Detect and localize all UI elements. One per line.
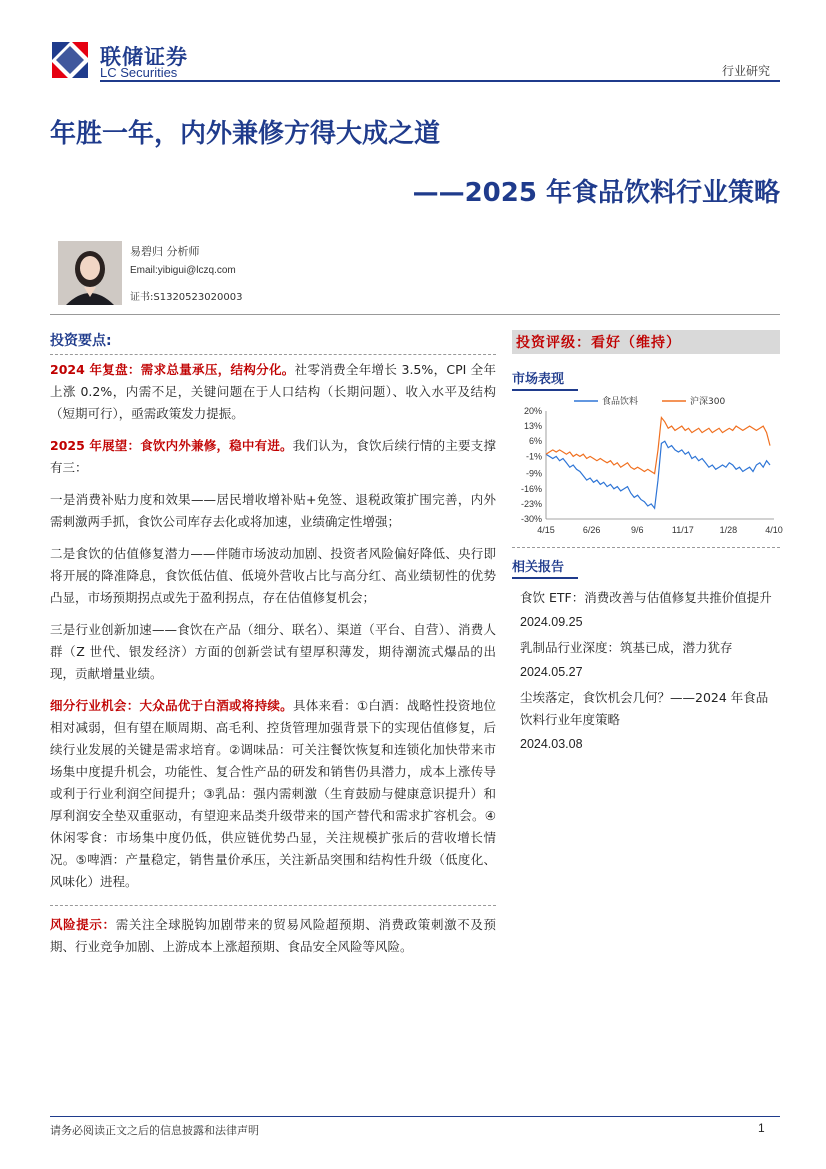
y-tick-label: 13% <box>523 421 542 432</box>
footer-divider <box>50 1116 780 1117</box>
y-tick-label: -16% <box>520 483 542 494</box>
reports-title: 相关报告 <box>512 556 578 579</box>
report-item-date: 2024.09.25 <box>520 615 583 629</box>
y-tick-label: -30% <box>520 514 542 524</box>
risk-label: 风险提示： <box>50 917 116 932</box>
footer-disclaimer: 请务必阅读正文之后的信息披露和法律声明 <box>50 1124 259 1137</box>
risk-text: 需关注全球脱钩加剧带来的贸易风险超预期、消费政策刺激不及预期、行业竞争加剧、上游成本上涨超预期、食品安全风险等风险。 <box>50 917 496 954</box>
legend-label: 沪深300 <box>690 397 726 407</box>
p1-text: 社零消费全年增长 3.5%，CPI 全年上涨 0.2%，内需不足，关键问题在于人口结构（长期问题）、收入水平及结构（短期可行），亟需政策发力提振。 <box>50 362 496 421</box>
x-tick-label: 4/15 <box>537 525 555 535</box>
p6-label: 细分行业机会：大众品优于白酒或将持续。 <box>50 698 293 713</box>
x-tick-label: 11/17 <box>671 525 694 535</box>
section-divider <box>50 314 780 315</box>
report-item-title[interactable]: 乳制品行业深度：筑基已成，潜力犹存 <box>520 640 733 655</box>
analyst-cert: 证书:S1320523020003 <box>130 292 243 303</box>
p2-text: 我们认为，食饮后续行情的主要支撑有三： <box>50 438 496 475</box>
p6-text: 具体来看：①白酒：战略性投资地位相对减弱，但有望在顺周期、高毛利、控货管理加强背景下的实现估值修复，后续行业发展的关键是需求培育。②调味品：可关注餐饮恢复和连锁化加快带来市场集中度提升机会，功能性、复合性产品的研发和销售仍具潜力，成本上涨传导或利于行业利润空间提升；③乳品：强内需刺激（生育鼓励与健康意识提升）和厚利润安全垫双重驱动，有望迎来品类升级带来的国产替代和需求扩容机会。④休闲零食：市场集中度仍低，供应链优势凸显，关注规模扩张后的营收增长情况。⑤啤酒：产量稳定，销售量价承压，关注新品突围和结构性升级（低度化、风味化）进程。 <box>50 698 496 889</box>
x-tick-label: 1/28 <box>719 525 738 535</box>
series-line-csi300 <box>546 418 770 474</box>
summary-paragraph-5: 三是行业创新加速——食饮在产品（细分、联名）、渠道（平台、自营）、消费人群（Z 世代、银发经济）方面的创新尝试有望厚积薄发，期待潮流式爆品的出现，贡献增量业绩。 <box>50 622 496 681</box>
summary-column <box>50 330 496 968</box>
sidebar <box>512 330 783 751</box>
rating-badge: 投资评级：看好（维持） <box>512 330 780 354</box>
report-item-date: 2024.03.08 <box>520 737 583 751</box>
risk-paragraph <box>50 914 496 958</box>
report-subtitle: ——2025 年食品饮料行业策略 <box>412 178 780 208</box>
summary-heading: 投资要点: <box>50 330 496 355</box>
summary-paragraph-2 <box>50 435 496 479</box>
x-tick-label: 4/10 <box>765 525 783 535</box>
summary-paragraph-3: 一是消费补贴力度和效果——居民增收增补贴+免签、退税政策扩围完善，内外需刺激两手抓，食饮公司库存去化或将加速，业绩确定性增强； <box>50 492 496 529</box>
logo-text-en: LC Securities <box>100 65 178 80</box>
analyst-name: 易碧归 分析师 <box>130 245 200 258</box>
report-item-title[interactable]: 尘埃落定，食饮机会几何？——2024 年食品饮料行业年度策略 <box>520 690 769 727</box>
risk-divider <box>50 905 496 906</box>
x-tick-label: 9/6 <box>630 525 644 535</box>
market-chart <box>512 397 783 537</box>
x-tick-label: 6/26 <box>582 525 601 535</box>
legend-label: 食品饮料 <box>602 397 639 407</box>
summary-paragraph-4: 二是食饮的估值修复潜力——伴随市场波动加剧、投资者风险偏好降低、央行即将开展的降准降息，食饮低估值、低境外营收占比与高分红、高业绩韧性的优势凸显，市场预期拐点或先于盈利拐点，存在估值修复机会； <box>50 546 496 605</box>
logo-text-cn: 联储证券 <box>100 45 188 69</box>
y-tick-label: 20% <box>523 406 542 416</box>
logo-icon <box>50 40 90 80</box>
analyst-email[interactable]: Email:yibigui@lczq.com <box>130 265 236 276</box>
summary-paragraph-6 <box>50 695 496 893</box>
page-number: 1 <box>758 1121 765 1135</box>
market-title: 市场表现 <box>512 368 578 391</box>
report-category: 行业研究 <box>722 64 771 78</box>
header-divider <box>100 80 780 82</box>
report-title: 年胜一年，内外兼修方得大成之道 <box>50 119 441 149</box>
y-tick-label: -1% <box>525 451 542 462</box>
report-item-date: 2024.05.27 <box>520 665 583 679</box>
analyst-photo <box>58 241 122 305</box>
chart-divider <box>512 537 780 548</box>
y-tick-label: 6% <box>528 436 542 447</box>
y-tick-label: -9% <box>525 468 542 479</box>
p1-label: 2024 年复盘：需求总量承压，结构分化。 <box>50 362 295 377</box>
report-list <box>512 587 780 751</box>
p2-label: 2025 年展望：食饮内外兼修，稳中有进。 <box>50 438 293 453</box>
y-tick-label: -23% <box>520 498 542 509</box>
summary-paragraph-1 <box>50 359 496 425</box>
report-item-title[interactable]: 食饮 ETF：消费改善与估值修复共推价值提升 <box>520 590 772 605</box>
